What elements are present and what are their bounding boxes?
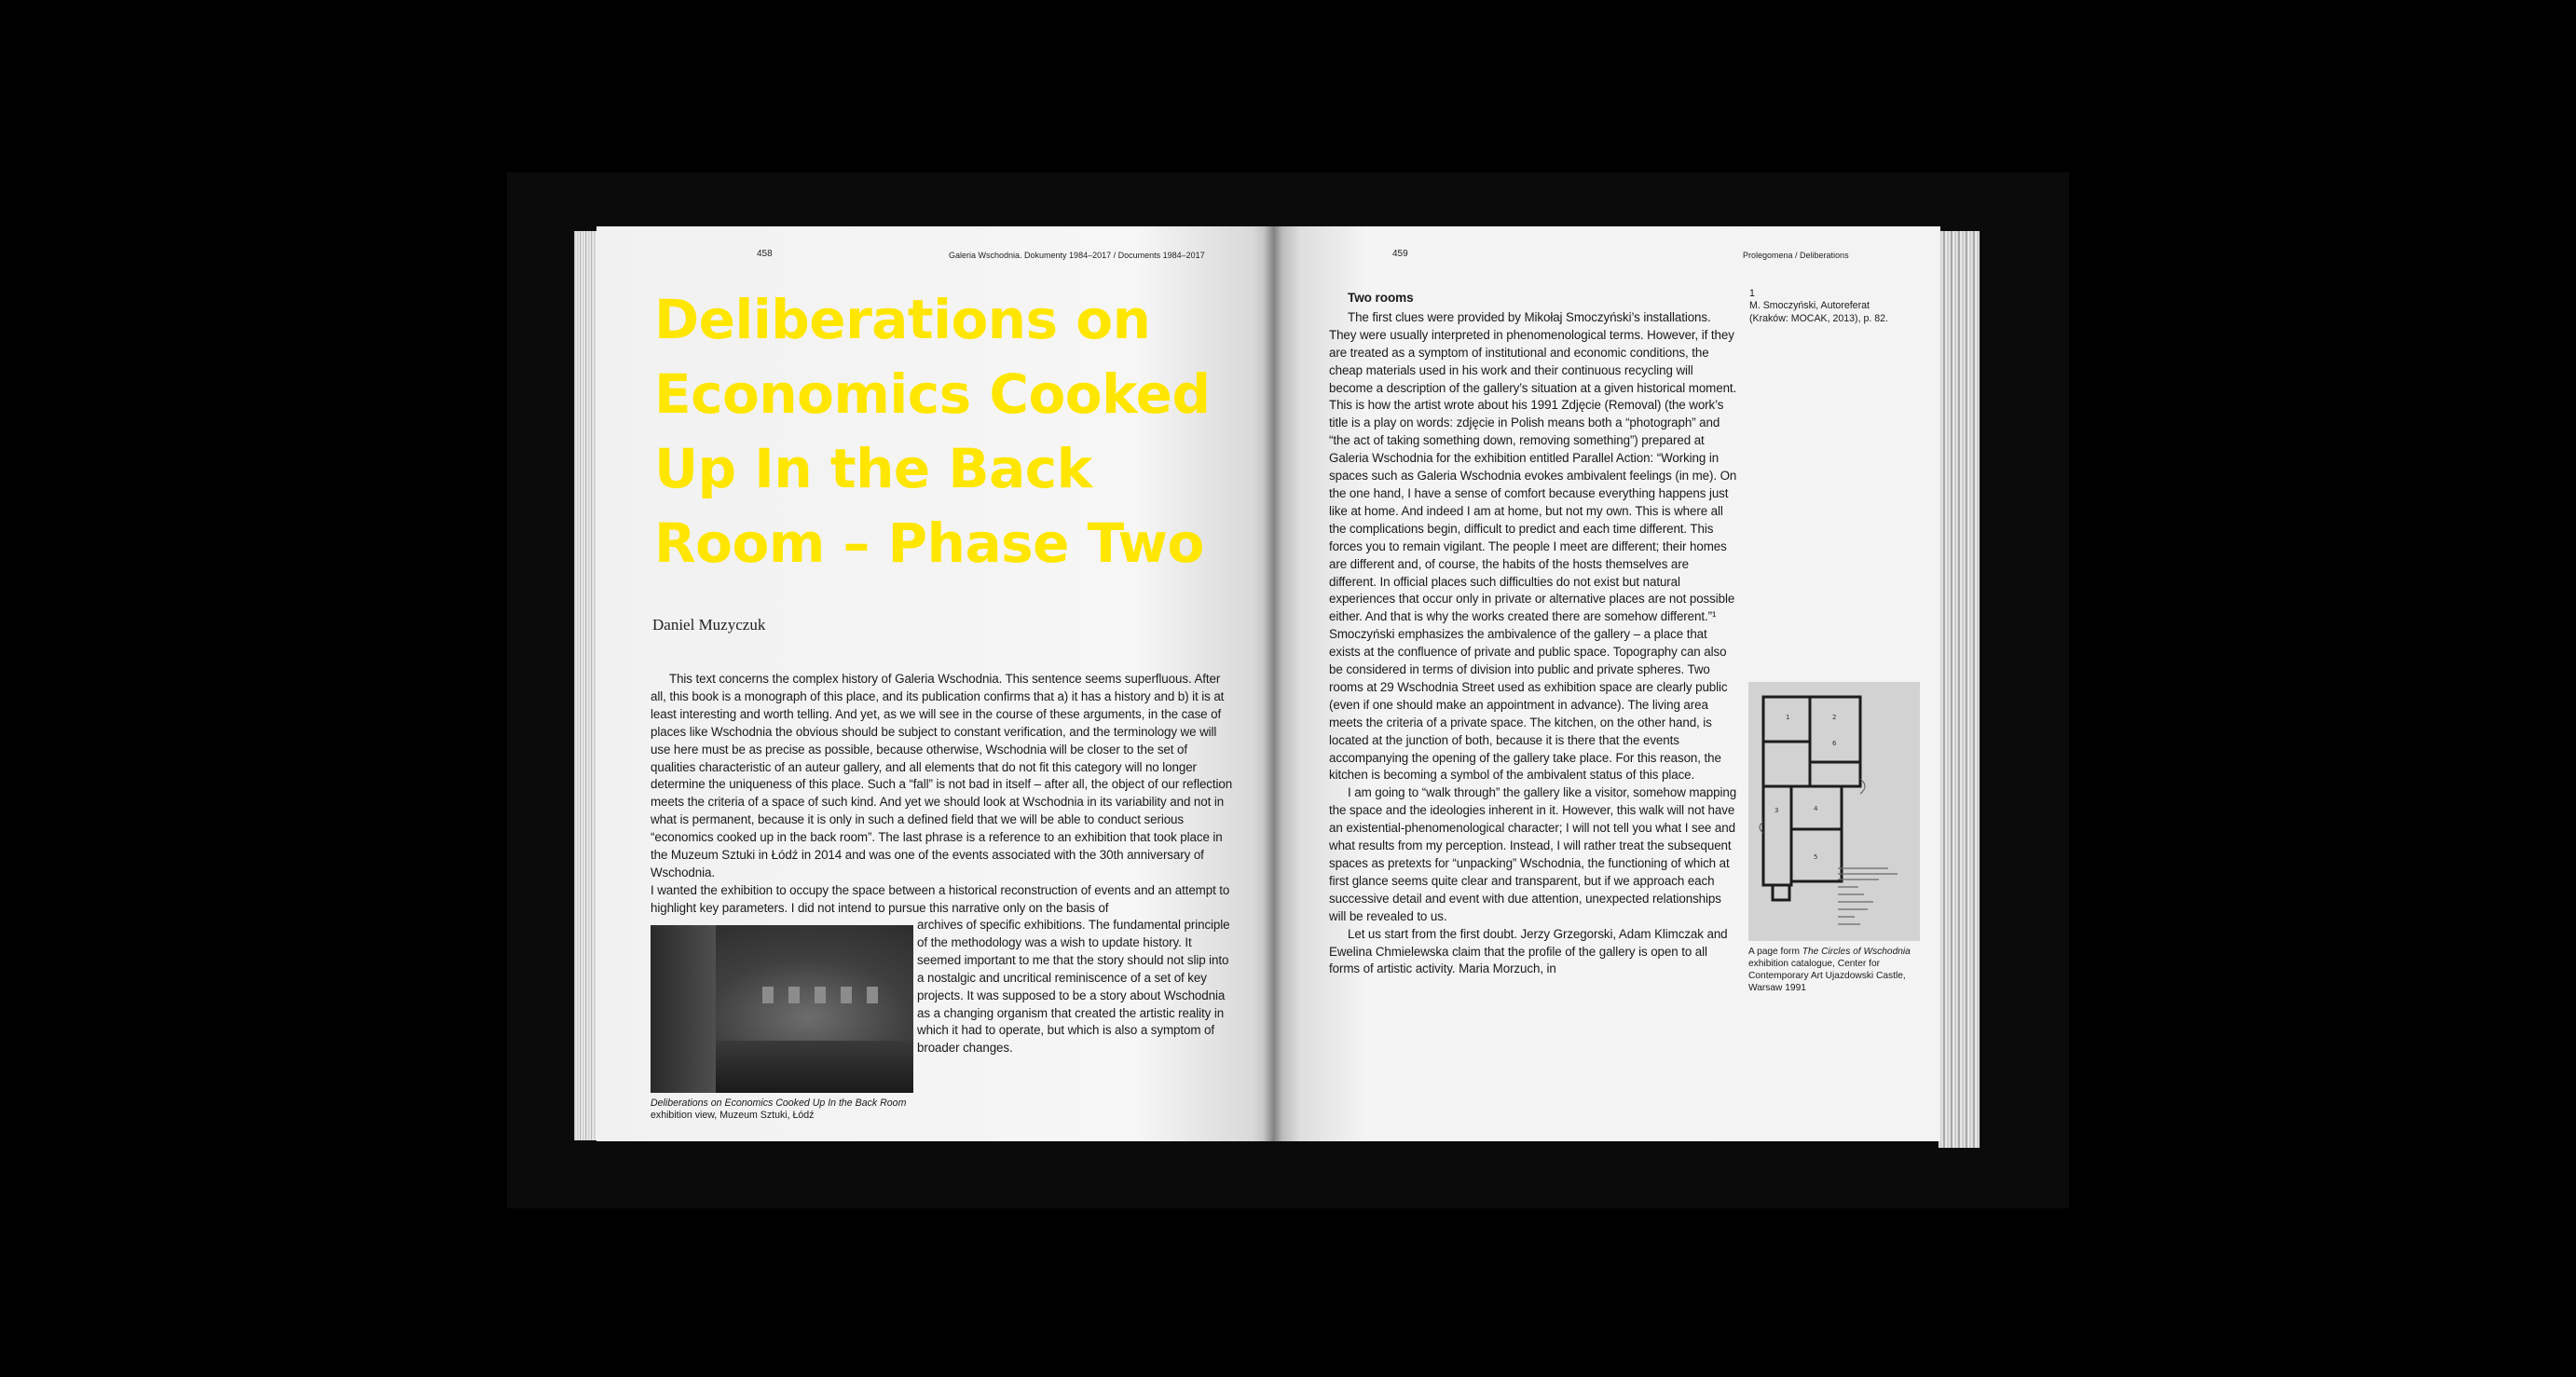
- page-number: 458: [757, 249, 773, 259]
- wrapped-body-text: archives of specific exhibitions. The fundamental principle of the methodology was a wish to update history. It seemed important to me that the story should not slip into a nostalgic and uncritical reminiscence of a set of key projects. It was supposed to be a story about Wschodnia as a changing organism that created the artistic reality in which it had to operate, but which is also a symptom of broader changes.: [917, 918, 1230, 1056]
- exhibition-photo: [651, 925, 913, 1093]
- plan-room-label: 1: [1786, 714, 1790, 721]
- right-page: [1273, 226, 1940, 1141]
- photo-exhibit: [867, 987, 878, 1003]
- photo-caption: [651, 1098, 930, 1122]
- plan-room-label: 5: [1814, 853, 1818, 861]
- section-heading: Two rooms: [1348, 291, 1414, 305]
- photo-exhibit: [815, 987, 826, 1003]
- author-name: Daniel Muzyczuk: [652, 616, 766, 634]
- plan-room-label: 3: [1774, 807, 1779, 814]
- caption-text: exhibition view, Muzeum Sztuki, Łódź: [651, 1110, 815, 1121]
- floor-plan-image: [1748, 682, 1920, 941]
- book-gutter-shadow: [1264, 226, 1282, 1141]
- photo-exhibit: [762, 987, 774, 1003]
- photo-exhibit: [788, 987, 800, 1003]
- body-paragraph: I wanted the exhibition to occupy the space between a historical reconstruction of events and an attempt to highlight key parameters. I did not intend to pursue this narrative only on the basis of: [651, 882, 1230, 915]
- photo-wall: [651, 925, 716, 1093]
- body-paragraph: I am going to “walk through” the gallery like a visitor, somehow mapping the space and the ideologies inherent in it. However, this walk will not have an existential-phenomenological character; I will not tell you what I see and what results from my perception. Instead, I will rather treat the subsequent spaces as pretexts for “unpacking” Wschodnia, the functioning of which at first glance seems quite clear and transparent, but if we approach each successive detail and event with due attention, unexpected relationships will be revealed to us.: [1329, 785, 1737, 923]
- plan-room-label: 6: [1832, 740, 1837, 747]
- article-title: Deliberations on Economics Cooked Up In the Back Room – Phase Two: [654, 288, 1211, 575]
- running-head: Prolegomena / Deliberations: [1743, 251, 1849, 260]
- right-page-stack-edge: [1939, 231, 1980, 1148]
- photo-exhibit: [841, 987, 852, 1003]
- article-body: [1329, 290, 1737, 978]
- floor-plan-drawing: [1748, 682, 1920, 941]
- caption-title: The Circles of Wschodnia: [1802, 947, 1911, 957]
- caption-text: exhibition catalogue, Center for Contemporary Art Ujazdowski Castle, Warsaw 1991: [1748, 959, 1906, 993]
- body-paragraph: Let us start from the first doubt. Jerzy Grzegorski, Adam Klimczak and Ewelina Chmielewska claim that the profile of the gallery is open to all forms of artistic activity. Maria Morzuch, in: [1329, 926, 1728, 976]
- article-body: [651, 671, 1234, 918]
- running-head: Galeria Wschodnia. Dokumenty 1984–2017 / Documents 1984–2017: [949, 251, 1205, 260]
- caption-text: A page form: [1748, 947, 1800, 957]
- plan-caption: [1748, 946, 1925, 994]
- plan-room-label: 4: [1814, 805, 1818, 812]
- footnote: [1749, 288, 1889, 325]
- footnote-number: 1: [1749, 288, 1755, 299]
- caption-title: Deliberations on Economics Cooked Up In the Back Room: [651, 1098, 907, 1109]
- footnote-text: M. Smoczyński, Autoreferat (Kraków: MOCAK, 2013), p. 82.: [1749, 300, 1888, 324]
- page-number: 459: [1392, 249, 1408, 259]
- plan-room-label: 2: [1832, 714, 1837, 721]
- left-page: [596, 226, 1273, 1141]
- body-paragraph: This text concerns the complex history of Galeria Wschodnia. This sentence seems superfluous. After all, this book is a monograph of this place, and its publication confirms that a) it has a history and b) it is at least interesting and worth telling. And yet, as we will see in the course of these arguments, in the case of places like Wschodnia the obvious should be subject to constant verification, and the terminology we will use here must be as precise as possible, because otherwise, Wschodnia will be closer to the set of qualities characteristic of an auteur gallery, and all elements that do not fit this category will no longer determine the uniqueness of this place. Such a “fall” is not bad in itself – after all, the object of our reflection meets the criteria of a space of such kind. And yet we should look at Wschodnia in its variability and not in what is permanent, because it is only in such a defined field that we will be able to conduct serious “economics cooked up in the back room”. The last phrase is a reference to an exhibition that took place in the Muzeum Sztuki in Łódź in 2014 and was one of the events associated with the 30th anniversary of Wschodnia.: [651, 672, 1233, 879]
- body-paragraph: The first clues were provided by Mikołaj Smoczyński’s installations. They were usually interpreted in phenomenological terms. However, if they are treated as a symptom of institutional and economic conditions, the cheap materials used in his work and their continuous recycling will become a description of the gallery’s situation at a given historical moment. This is how the artist wrote about his 1991 Zdjęcie (Removal) (the work’s title is a play on words: zdjęcie in Polish means both a “photograph” and “the act of taking something down, removing something”) prepared at Galeria Wschodnia for the exhibition entitled Parallel Action: “Working in spaces such as Galeria Wschodnia evokes ambivalent feelings (in me). On the one hand, I have a sense of comfort because everything happens just like at home. And indeed I am at home, but not my own. This is where all the complications begin, difficult to predict and each time different. This forces you to remain vigilant. The people I meet are different; their homes are different and, of course, the habits of the hosts themselves are different. In official places such difficulties do not exist but natural experiences that occur only in private or alternative places are not possible either. And that is why the works created there are somehow different.”¹ Smoczyński emphasizes the ambivalence of the gallery – a place that exists at the confluence of private and public space. Topography can also be considered in terms of division into public and private spheres. Two rooms at 29 Wschodnia Street used as exhibition space are clearly public (even if one should make an appointment in advance). The living area meets the criteria of a private space. The kitchen, on the other hand, is located at the junction of both, because it is there that the events accompanying the opening of the gallery take place. For this reason, the kitchen is becoming a symbol of the ambivalent status of this place.: [1329, 309, 1737, 783]
